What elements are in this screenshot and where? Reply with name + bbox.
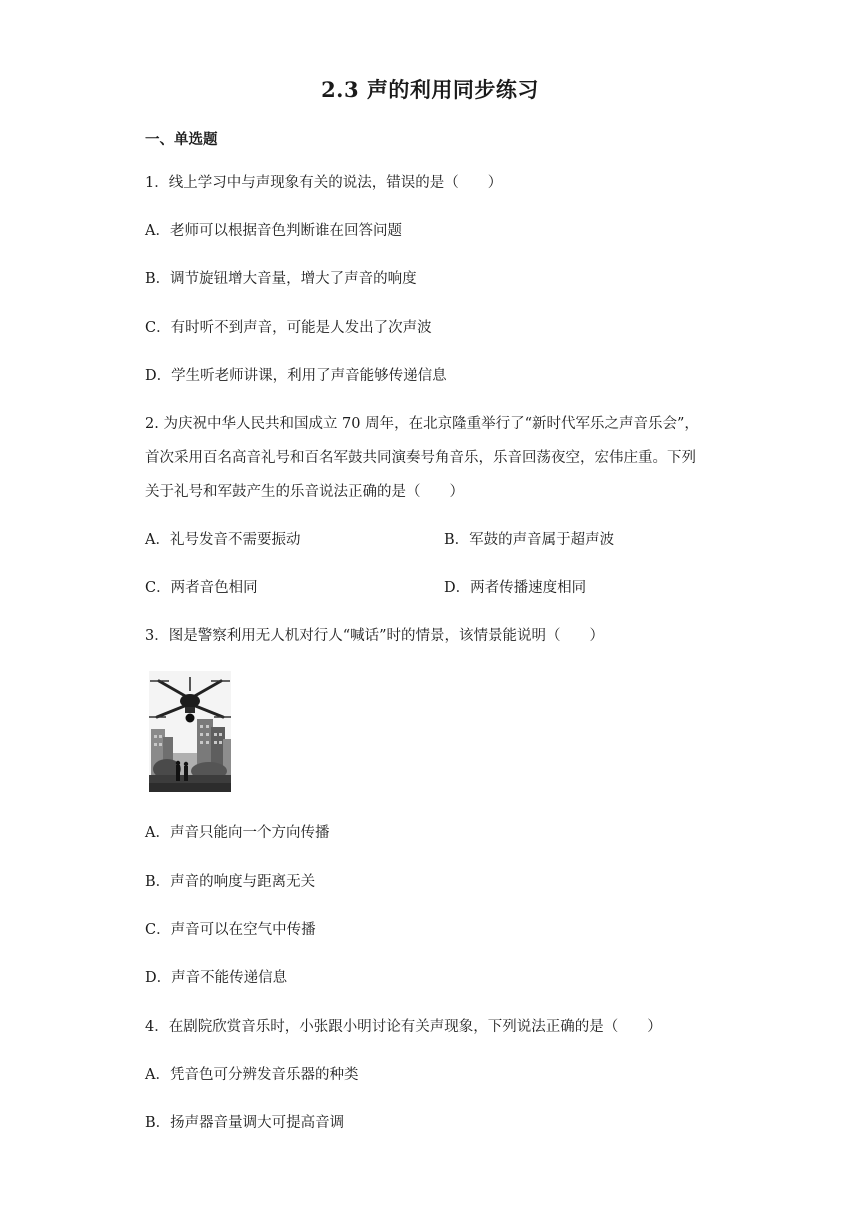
- question-2-option-a: A．礼号发音不需要振动: [145, 532, 301, 548]
- drone-photo: [149, 671, 231, 792]
- section-heading: 一、单选题: [145, 131, 218, 148]
- question-3-option-b: B．声音的响度与距离无关: [145, 874, 316, 890]
- question-2-option-d: D．两者传播速度相同: [444, 580, 587, 596]
- question-1-option-d: D．学生听老师讲课，利用了声音能够传递信息: [145, 368, 447, 384]
- question-4-option-a: A．凭音色可分辨发音乐器的种类: [145, 1067, 359, 1083]
- question-3-option-c: C．声音可以在空气中传播: [145, 922, 316, 938]
- question-2-option-b: B．军鼓的声音属于超声波: [444, 532, 615, 548]
- page-title: 2.3 声的利用同步练习: [321, 77, 539, 102]
- question-3-option-a: A．声音只能向一个方向传播: [145, 825, 330, 841]
- question-4-stem: 4．在剧院欣赏音乐时，小张跟小明讨论有关声现象，下列说法正确的是（ ）: [145, 1019, 662, 1035]
- question-1-option-c: C．有时听不到声音，可能是人发出了次声波: [145, 320, 432, 336]
- question-2-stem-line-3: 关于礼号和军鼓产生的乐音说法正确的是（ ）: [145, 484, 464, 500]
- question-1-option-b: B．调节旋钮增大音量，增大了声音的响度: [145, 271, 417, 287]
- question-3-option-d: D．声音不能传递信息: [145, 970, 288, 986]
- question-2-option-c: C．两者音色相同: [145, 580, 258, 596]
- question-1-option-a: A．老师可以根据音色判断谁在回答问题: [145, 223, 402, 239]
- question-4-option-b: B．扬声器音量调大可提高音调: [145, 1115, 345, 1131]
- question-1-stem: 1．线上学习中与声现象有关的说法，错误的是（ ）: [145, 175, 503, 191]
- question-3-stem: 3．图是警察利用无人机对行人“喊话”时的情景，该情景能说明（ ）: [145, 628, 605, 644]
- question-2-stem-line-1: 2. 为庆祝中华人民共和国成立 70 周年，在北京隆重举行了“新时代军乐之声音乐会”，: [145, 416, 699, 432]
- question-2-stem-line-2: 首次采用百名高音礼号和百名军鼓共同演奏号角音乐，乐音回荡夜空，宏伟庄重。下列: [145, 450, 696, 466]
